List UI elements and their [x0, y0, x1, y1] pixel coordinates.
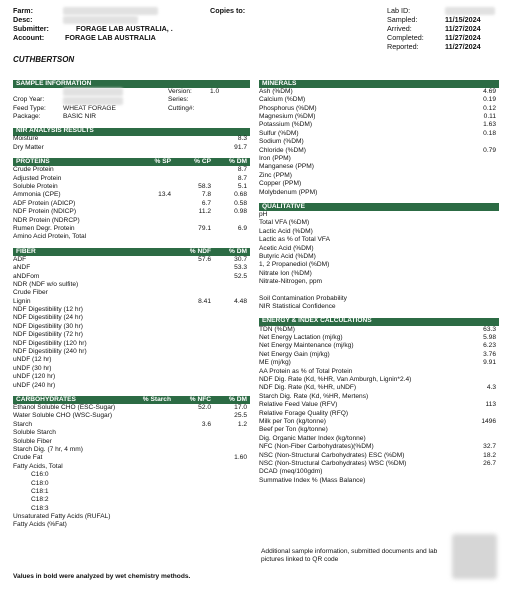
- row-value: 9.91: [483, 359, 496, 367]
- data-row: [259, 477, 499, 485]
- data-row: [259, 426, 499, 434]
- row-label: Dig. Organic Matter Index (kg/tonne): [259, 434, 366, 442]
- row-label: Potassium (%DM): [259, 121, 313, 129]
- row-label: Ash (%DM): [259, 87, 293, 95]
- row-key: Version:: [168, 87, 192, 95]
- row-label: NDF Digestibility (72 hr): [13, 331, 83, 339]
- row-value: 8.7: [237, 174, 247, 182]
- data-row: [13, 298, 250, 306]
- data-row: [259, 155, 499, 163]
- row-label: DCAD (meq/100gdm): [259, 468, 323, 476]
- row-label: Relative Feed Value (RFV): [259, 401, 338, 409]
- row-value: 0.18: [483, 129, 496, 137]
- data-row: [13, 225, 250, 233]
- row-label: Net Energy Lactation (mj/kg): [259, 334, 343, 342]
- data-row: [13, 454, 250, 462]
- data-row: [259, 270, 499, 278]
- data-row: [259, 172, 499, 180]
- qr-note: Additional sample information, submitted documents and lab pictures linked to QR code: [261, 548, 438, 564]
- desc-label: Desc:: [13, 14, 33, 24]
- data-row: [13, 438, 250, 446]
- completed-label: Completed:: [387, 32, 424, 42]
- row-label: Milk per Ton (kg/tonne): [259, 417, 326, 425]
- row-label: NSC (Non-Structural Carbohydrates) ESC (%DM): [259, 451, 405, 459]
- row-label: Starch: [13, 420, 33, 428]
- qr-code-redacted[interactable]: [452, 534, 497, 579]
- data-row: [13, 264, 250, 272]
- row-label: uNDF (120 hr): [13, 373, 56, 381]
- data-row: [259, 343, 499, 351]
- data-row: [13, 348, 250, 356]
- submitter-value: FORAGE LAB AUSTRALIA, .: [76, 23, 173, 33]
- row-value: 8.7: [237, 166, 247, 174]
- row-label: Acetic Acid (%DM): [259, 244, 314, 252]
- row-value: 113: [485, 401, 496, 409]
- data-row: [259, 460, 499, 468]
- data-row: [259, 130, 499, 138]
- row-value: 0.12: [483, 104, 496, 112]
- data-row: [13, 200, 250, 208]
- row-value: 0.68: [234, 191, 247, 199]
- row-value: 1496: [481, 417, 496, 425]
- row-label: ADF: [13, 255, 27, 263]
- row-label: Net Energy Gain (mj/kg): [259, 350, 330, 358]
- data-row: [13, 413, 250, 421]
- section-column-header: % SP: [154, 158, 171, 166]
- section-column-header: % DM: [229, 158, 247, 166]
- data-row: [13, 217, 250, 225]
- data-row: [13, 273, 250, 281]
- row-label: Moisture: [13, 135, 39, 143]
- row-value: 25.5: [234, 412, 247, 420]
- data-row: [13, 281, 250, 289]
- row-label: Crude Fat: [13, 454, 43, 462]
- row-label: Soluble Protein: [13, 183, 58, 191]
- data-row: [13, 496, 250, 504]
- row-label: C18:3: [31, 504, 49, 512]
- data-row: [259, 303, 499, 311]
- row-value: 6.23: [483, 342, 496, 350]
- row-label: TDN (%DM): [259, 325, 295, 333]
- section-title: QUALITATIVE: [262, 202, 305, 210]
- section-column-header: % DM: [229, 247, 247, 255]
- row-value: 11.2: [198, 208, 211, 216]
- reported-label: Reported:: [387, 41, 419, 51]
- row-value: 58.3: [198, 183, 211, 191]
- row-label: Summative Index % (Mass Balance): [259, 476, 366, 484]
- section-column-header: % Starch: [142, 395, 171, 403]
- data-row: [259, 359, 499, 367]
- row-label: NDF Digestibility (12 hr): [13, 306, 83, 314]
- data-row: [259, 147, 499, 155]
- row-label: Soluble Starch: [13, 429, 56, 437]
- account-label: Account:: [13, 32, 45, 42]
- row-label: uNDF (30 hr): [13, 364, 52, 372]
- row-label: Soluble Fiber: [13, 437, 52, 445]
- data-row: [259, 278, 499, 286]
- data-row: [259, 253, 499, 261]
- data-row: [259, 295, 499, 303]
- row-label: Package:: [13, 113, 41, 121]
- row-label: Amino Acid Protein, Total: [13, 233, 87, 241]
- row-label: NDF Dig. Rate (Kd, %HR, uNDF): [259, 384, 357, 392]
- data-row: [13, 480, 250, 488]
- data-row: [259, 219, 499, 227]
- row-label: Dry Matter: [13, 143, 44, 151]
- section-title: PROTEINS: [16, 158, 50, 166]
- row-label: Ethanol Soluble CHO (ESC-Sugar): [13, 404, 116, 411]
- data-row: [13, 513, 250, 521]
- data-row: [13, 88, 250, 96]
- data-row: [259, 211, 499, 219]
- data-row: [13, 488, 250, 496]
- section-header: [13, 396, 250, 404]
- row-value: 13.4: [158, 191, 171, 199]
- data-row: [259, 418, 499, 426]
- row-value: 1.60: [234, 454, 247, 462]
- data-row: [13, 382, 250, 390]
- row-value: 26.7: [483, 459, 496, 467]
- row-label: Adjusted Protein: [13, 174, 62, 182]
- section-title: NIR ANALYSIS RESULTS: [16, 127, 94, 135]
- arrived-label: Arrived:: [387, 23, 412, 33]
- data-row: [259, 368, 499, 376]
- row-label: C16:0: [31, 471, 49, 479]
- row-label: ADF Protein (ADICP): [13, 199, 76, 207]
- row-value: 7.8: [201, 191, 211, 199]
- row-value: 0.58: [234, 199, 247, 207]
- row-value: 32.7: [483, 443, 496, 451]
- row-label: Sodium (%DM): [259, 138, 304, 146]
- section-gap: [259, 312, 499, 316]
- row-label: Butyric Acid (%DM): [259, 252, 316, 260]
- sampled-label: Sampled:: [387, 14, 418, 24]
- left-column: [13, 78, 250, 534]
- row-label: Starch Dig. (7 hr, 4 mm): [13, 445, 83, 453]
- row-label: AA Protein as % of Total Protein: [259, 367, 353, 375]
- row-key: Cutting#:: [168, 104, 195, 112]
- data-row: [13, 463, 250, 471]
- row-label: ME (mj/kg): [259, 359, 291, 367]
- row-label: Lactic as % of Total VFA: [259, 236, 330, 244]
- row-key-value: 1.0: [210, 87, 220, 95]
- section-title: MINERALS: [262, 79, 297, 87]
- row-value: 8.3: [237, 135, 247, 143]
- row-label: Copper (PPM): [259, 180, 302, 188]
- section-header: [13, 80, 250, 88]
- row-value: 8.41: [198, 297, 211, 305]
- right-column: [259, 78, 499, 489]
- section-gap: [13, 390, 250, 394]
- data-row: [13, 192, 250, 200]
- row-label: NDR (NDF w/o sulfite): [13, 280, 79, 288]
- row-label: Magnesium (%DM): [259, 113, 316, 121]
- data-row: [13, 208, 250, 216]
- client-name: CUTHBERTSON: [13, 55, 75, 64]
- section-gap: [259, 197, 499, 201]
- row-value: 0.98: [234, 208, 247, 216]
- data-row: [259, 326, 499, 334]
- section-header: [259, 203, 499, 211]
- row-label: Manganese (PPM): [259, 163, 314, 171]
- section-column-header: % CP: [194, 158, 211, 166]
- data-row: [259, 122, 499, 130]
- section-title: FIBER: [16, 247, 36, 255]
- data-row: [13, 306, 250, 314]
- row-label: NDR Protein (NDRCP): [13, 216, 80, 224]
- data-row: [259, 189, 499, 197]
- row-value: WHEAT FORAGE: [63, 104, 116, 112]
- section-title: SAMPLE INFORMATION: [16, 79, 92, 87]
- data-row: [259, 410, 499, 418]
- row-label: Nitrate-Nitrogen, ppm: [259, 278, 323, 286]
- data-row: [13, 429, 250, 437]
- row-label: NFC (Non-Fiber Carbohydrates)(%DM): [259, 443, 374, 451]
- data-row: [259, 376, 499, 384]
- section-column-header: % DM: [229, 395, 247, 403]
- row-value: 18.2: [483, 451, 496, 459]
- row-value: 5.1: [237, 183, 247, 191]
- row-label: Chloride (%DM): [259, 146, 306, 154]
- row-value: 52.0: [198, 404, 211, 411]
- section-header: [13, 248, 250, 256]
- data-row: [259, 435, 499, 443]
- data-row: [259, 261, 499, 269]
- row-value: 3.76: [483, 350, 496, 358]
- row-label: Fatty Acids, Total: [13, 462, 63, 470]
- copies-to-label: Copies to:: [210, 5, 246, 15]
- row-value: 4.48: [234, 297, 247, 305]
- row-value: 57.6: [198, 255, 211, 263]
- row-label: Nitrate Ion (%DM): [259, 269, 312, 277]
- row-label: Beef per Ton (kg/tonne): [259, 426, 328, 434]
- data-row: [13, 136, 250, 144]
- row-label: NDF Protein (NDICP): [13, 208, 77, 216]
- data-row: [13, 404, 250, 412]
- row-label: Total VFA (%DM): [259, 219, 310, 227]
- data-row: [13, 233, 250, 241]
- data-row: [13, 373, 250, 381]
- row-label: Crude Protein: [13, 166, 54, 174]
- data-row: [13, 365, 250, 373]
- row-value: 6.9: [237, 224, 247, 232]
- data-row: [259, 228, 499, 236]
- row-value: 91.7: [234, 143, 247, 151]
- data-row: [259, 468, 499, 476]
- section-gap: [13, 122, 250, 126]
- data-row: [259, 393, 499, 401]
- row-label: NDF Digestibility (30 hr): [13, 322, 83, 330]
- data-row: [13, 323, 250, 331]
- row-label: Lignin: [13, 297, 31, 305]
- row-label: Zinc (PPM): [259, 171, 292, 179]
- row-value: 6.7: [201, 199, 211, 207]
- section-column-header: % NFC: [189, 395, 211, 403]
- row-label: Molybdenum (PPM): [259, 188, 318, 196]
- lab-id-redacted: [445, 7, 495, 15]
- completed-date: 11/27/2024: [445, 32, 481, 42]
- data-row: [259, 138, 499, 146]
- row-label: Rumen Degr. Protein: [13, 224, 75, 232]
- data-row: [13, 113, 250, 121]
- data-row: [13, 505, 250, 513]
- row-label: NDF Digestibility (24 hr): [13, 314, 83, 322]
- data-row: [259, 105, 499, 113]
- row-label: C18:1: [31, 487, 49, 495]
- data-row: [259, 385, 499, 393]
- sampled-date: 11/15/2024: [445, 14, 481, 24]
- row-label: C18:2: [31, 496, 49, 504]
- section-gap: [13, 152, 250, 156]
- row-label: NDF Digestibility (240 hr): [13, 348, 87, 356]
- section-header: [13, 128, 250, 136]
- section-title: ENERGY & INDEX CALCULATIONS: [262, 317, 372, 325]
- row-label: Phosphorus (%DM): [259, 104, 317, 112]
- row-label: NDF Digestibility (120 hr): [13, 339, 87, 347]
- row-label: Iron (PPM): [259, 155, 291, 163]
- section-header: [259, 318, 499, 326]
- data-row: [259, 88, 499, 96]
- data-row: [13, 96, 250, 104]
- data-row: [259, 452, 499, 460]
- row-label: uNDF (12 hr): [13, 356, 52, 364]
- row-label: Water Soluble CHO (WSC-Sugar): [13, 412, 113, 420]
- row-value: 4.3: [486, 384, 496, 392]
- row-value: 1.2: [237, 420, 247, 428]
- row-label: Fatty Acids (%Fat): [13, 521, 67, 529]
- desc-value-redacted: [63, 16, 138, 24]
- row-label: uNDF (240 hr): [13, 381, 56, 389]
- report-header: [13, 6, 503, 64]
- data-row: [13, 105, 250, 113]
- row-label: Starch Dig. Rate (Kd, %HR, Mertens): [259, 392, 369, 400]
- row-label: pH: [259, 210, 268, 218]
- farm-label: Farm:: [13, 5, 33, 15]
- row-value: 30.7: [234, 255, 247, 263]
- footer-note: Values in bold were analyzed by wet chemistry methods.: [13, 573, 191, 580]
- row-label: NSC (Non-Structural Carbohydrates) WSC (%DM): [259, 459, 407, 467]
- row-label: aNDF: [13, 264, 31, 272]
- data-row: [13, 289, 250, 297]
- data-row: [259, 287, 499, 295]
- row-label: Ammonia (CPE): [13, 191, 61, 199]
- data-row: [259, 351, 499, 359]
- arrived-date: 11/27/2024: [445, 23, 481, 33]
- section-gap: [259, 485, 499, 489]
- row-value: 52.5: [234, 272, 247, 280]
- submitter-label: Submitter:: [13, 23, 49, 33]
- data-row: [13, 166, 250, 174]
- data-row: [13, 183, 250, 191]
- section-header: [13, 158, 250, 166]
- redacted-value: [63, 88, 123, 96]
- row-value: BASIC NIR: [63, 113, 96, 121]
- data-row: [259, 334, 499, 342]
- section-column-header: % NDF: [189, 247, 211, 255]
- row-label: C18:0: [31, 479, 49, 487]
- data-row: [259, 401, 499, 409]
- data-row: [259, 443, 499, 451]
- section-gap: [13, 242, 250, 246]
- row-label: Sulfur (%DM): [259, 129, 299, 137]
- section-gap: [13, 530, 250, 534]
- data-row: [13, 256, 250, 264]
- row-value: 63.3: [483, 325, 496, 333]
- data-row: [13, 144, 250, 152]
- account-value: FORAGE LAB AUSTRALIA: [65, 32, 156, 42]
- data-row: [13, 446, 250, 454]
- farm-value-redacted: [63, 7, 158, 15]
- row-label: Net Energy Maintenance (mj/kg): [259, 342, 354, 350]
- row-label: 1, 2 Propanediol (%DM): [259, 261, 330, 269]
- row-value: 79.1: [198, 224, 211, 232]
- row-label: Crop Year:: [13, 96, 45, 104]
- row-label: Feed Type:: [13, 104, 46, 112]
- row-value: 4.69: [483, 87, 496, 95]
- lab-id-label: Lab ID:: [387, 5, 411, 15]
- section-title: CARBOHYDRATES: [16, 395, 76, 403]
- reported-date: 11/27/2024: [445, 41, 481, 51]
- section-header: [259, 80, 499, 88]
- row-label: Soil Contamination Probability: [259, 294, 347, 302]
- row-label: Crude Fiber: [13, 289, 48, 297]
- row-value: 17.0: [234, 404, 247, 411]
- data-row: [259, 236, 499, 244]
- data-row: [259, 245, 499, 253]
- row-key: Series:: [168, 96, 189, 104]
- row-value: 5.98: [483, 334, 496, 342]
- row-value: 53.3: [234, 264, 247, 272]
- data-row: [13, 522, 250, 530]
- data-row: [13, 471, 250, 479]
- data-row: [13, 357, 250, 365]
- row-label: Unsaturated Fatty Acids (RUFAL): [13, 513, 111, 521]
- row-label: NDF Dig. Rate (Kd, %HR, Van Amburgh, Lignin*2.4): [259, 376, 412, 383]
- row-label: Lactic Acid (%DM): [259, 227, 313, 235]
- row-value: 0.19: [483, 96, 496, 104]
- redacted-value: [63, 97, 123, 105]
- data-row: [259, 113, 499, 121]
- row-label: Relative Forage Quality (RFQ): [259, 409, 349, 417]
- data-row: [259, 96, 499, 104]
- row-value: 0.79: [483, 146, 496, 154]
- data-row: [13, 421, 250, 429]
- data-row: [259, 164, 499, 172]
- data-row: [13, 331, 250, 339]
- row-label: aNDFom: [13, 272, 40, 280]
- row-value: 1.63: [483, 121, 496, 129]
- row-label: Calcium (%DM): [259, 96, 306, 104]
- data-row: [259, 180, 499, 188]
- data-row: [13, 340, 250, 348]
- row-label: NIR Statistical Confidence: [259, 303, 336, 311]
- row-value: 0.11: [483, 113, 496, 121]
- data-row: [13, 315, 250, 323]
- data-row: [13, 175, 250, 183]
- row-value: 3.6: [201, 420, 211, 428]
